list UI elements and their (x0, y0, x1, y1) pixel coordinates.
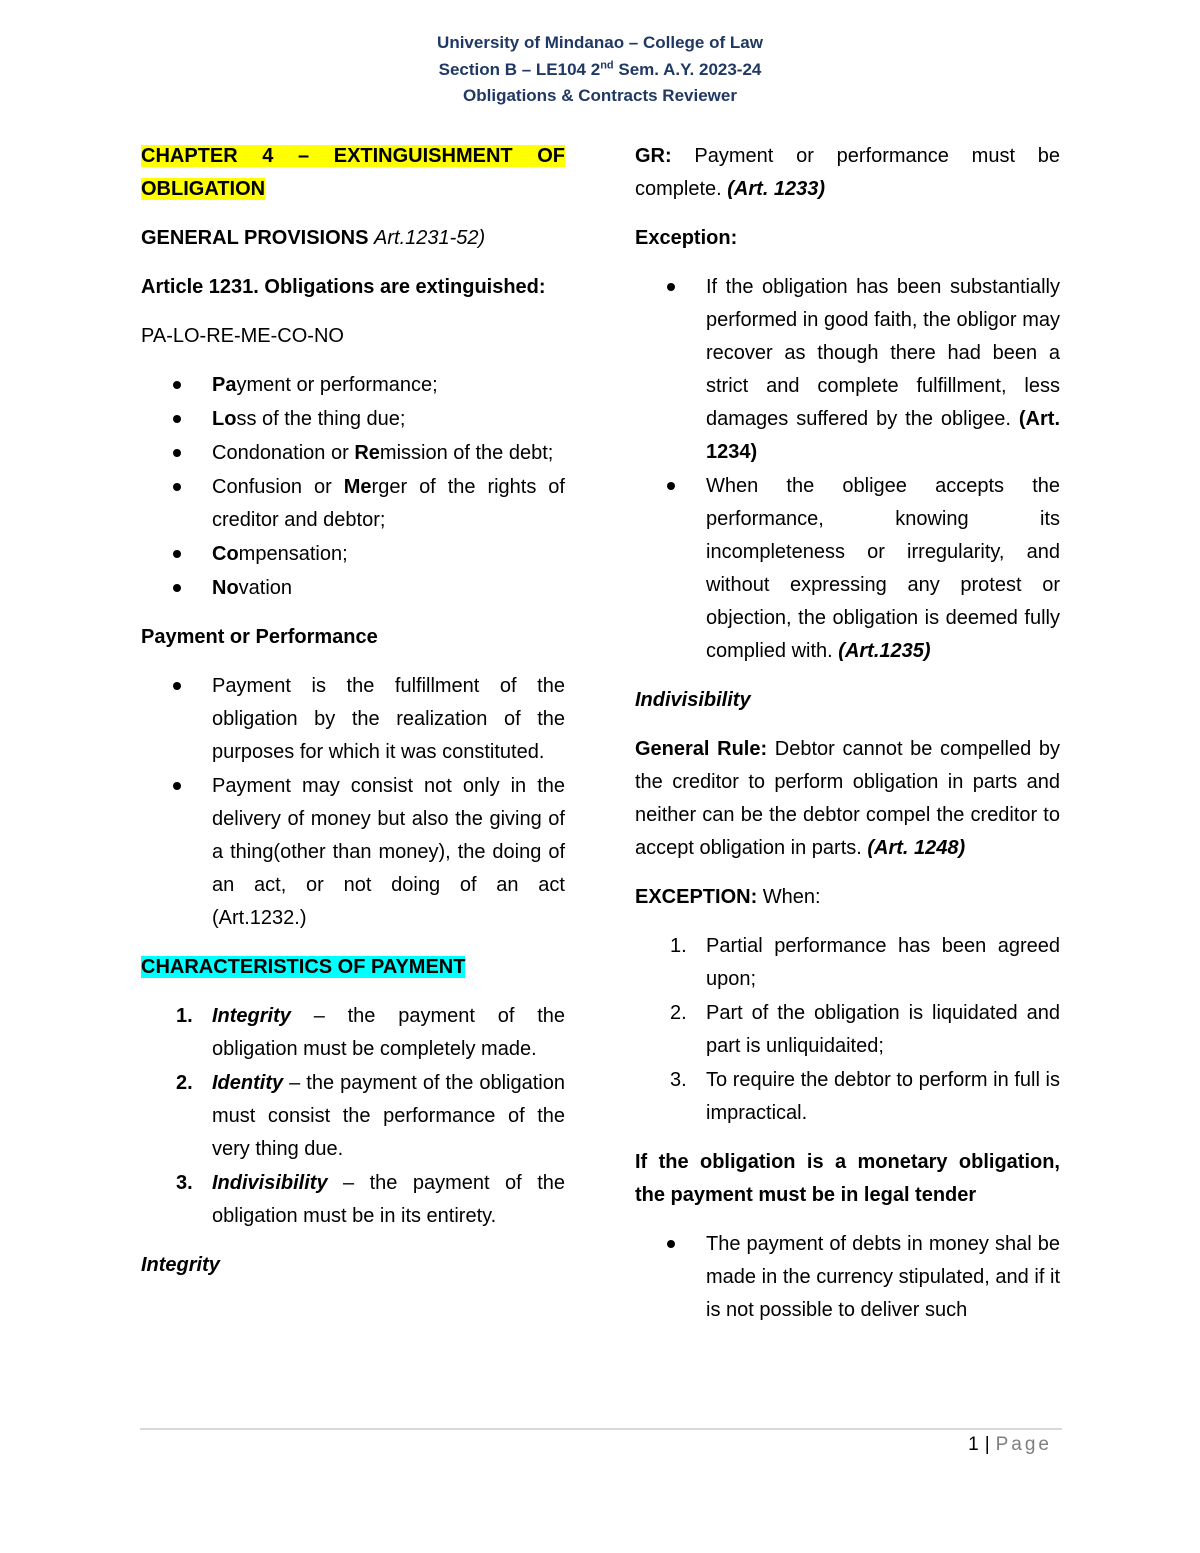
mnemonic: PA-LO-RE-ME-CO-NO (141, 325, 344, 347)
gr-label: GR: (635, 145, 672, 167)
header-title: Obligations & Contracts Reviewer (463, 86, 737, 105)
left-column (141, 140, 565, 1298)
exception-text: If the obligation has been substantially performed in good faith, the obligor may recover as though there had been a strict and complete fulfillment, less damages suffered by the obligee. (706, 276, 1060, 430)
characteristic-term: Indivisibility (212, 1172, 328, 1194)
item-text: To require the debtor to perform in full is impractical. (706, 1069, 1060, 1124)
mode-rest: vation (238, 577, 293, 599)
payment-list (141, 670, 565, 935)
list-number: 2. (670, 1002, 687, 1024)
mode-bold: Re (354, 442, 380, 464)
gr-ref: (Art. 1233) (727, 178, 826, 200)
characteristics-list (141, 1000, 565, 1233)
item-text: Part of the obligation is liquidated and part is unliquidaited; (706, 1002, 1060, 1057)
mode-rest: yment or performance; (236, 374, 438, 396)
page-label: Page (995, 1434, 1052, 1455)
gr-text: Payment or performance must be complete. (635, 145, 1060, 200)
header-section-sup: nd (600, 58, 614, 71)
general-rule-text: Debtor cannot be compelled by the creditor to perform obligation in parts and neither can be the debtor compel the creditor to accept obligation in parts. (635, 738, 1060, 859)
list-item (141, 572, 565, 605)
right-column (635, 140, 1060, 1343)
integrity-heading: Integrity (141, 1254, 220, 1276)
modes-list (141, 369, 565, 605)
header-university: University of Mindanao – College of Law (437, 33, 763, 52)
page-footer (968, 1434, 1052, 1456)
general-rule-ref: (Art. 1248) (867, 837, 966, 859)
footer-separator: | (984, 1434, 990, 1455)
general-rule-1248 (635, 733, 1060, 865)
mode-bold: Pa (212, 374, 237, 396)
general-provisions (141, 222, 565, 255)
item-text: Partial performance has been agreed upon; (706, 935, 1060, 990)
list-item: Payment is the fulfillment of the obligation by the realization of the purposes for which it was constituted. (141, 670, 565, 769)
list-item (141, 1000, 565, 1066)
list-number: 1. (176, 1005, 193, 1027)
mode-bold: Me (343, 476, 372, 498)
indivisibility-heading: Indivisibility (635, 689, 751, 711)
list-item (141, 471, 565, 537)
list-item (141, 403, 565, 436)
chapter-title (141, 140, 565, 206)
chapter-title-text: CHAPTER 4 – EXTINGUISHMENT OF OBLIGATION (141, 145, 565, 200)
characteristic-text: – the payment of the obligation must be completely made. (212, 1005, 565, 1060)
monetary-list (635, 1228, 1060, 1327)
mode-bold: Co (212, 543, 239, 565)
exception2-label: EXCEPTION: (635, 886, 758, 908)
monetary-heading: If the obligation is a monetary obligation, the payment must be in legal tender (635, 1151, 1060, 1206)
list-item (141, 538, 565, 571)
footer-divider (140, 1428, 1062, 1430)
article-1231-heading: Article 1231. Obligations are extinguished: (141, 276, 546, 298)
list-item (635, 271, 1060, 469)
characteristic-term: Identity (212, 1072, 284, 1094)
page-header (0, 30, 1200, 110)
list-item (635, 930, 1060, 996)
list-item (635, 1064, 1060, 1130)
list-item (141, 369, 565, 402)
header-section-pre: Section B – LE104 2 (438, 59, 601, 79)
header-section (0, 57, 1200, 84)
list-number: 2. (176, 1072, 193, 1094)
mode-bold: Lo (212, 408, 237, 430)
list-item (635, 470, 1060, 668)
mode-pre: Confusion or (212, 476, 344, 498)
characteristics-heading (141, 951, 565, 984)
list-item (141, 1067, 565, 1166)
list-item (635, 997, 1060, 1063)
general-rule-1233 (635, 140, 1060, 206)
list-item: The payment of debts in money shal be made in the currency stipulated, and if it is not possible to deliver such (635, 1228, 1060, 1327)
characteristic-term: Integrity (212, 1005, 291, 1027)
exception2 (635, 881, 1060, 914)
exceptions-list (635, 271, 1060, 668)
header-section-post: Sem. A.Y. 2023-24 (613, 59, 762, 79)
exception2-list (635, 930, 1060, 1130)
mode-rest: rger of the rights of creditor and debtor; (212, 476, 565, 531)
mode-rest: ss of the thing due; (236, 408, 406, 430)
mode-rest: mission of the debt; (379, 442, 554, 464)
list-item: Payment may consist not only in the delivery of money but also the giving of a thing(other than money), the doing of an act, or not doing of an act (Art.1232.) (141, 770, 565, 935)
list-number: 1. (670, 935, 687, 957)
exception-heading: Exception: (635, 227, 738, 249)
characteristics-heading-text: CHARACTERISTICS OF PAYMENT (141, 956, 466, 978)
mode-pre: Condonation or (212, 442, 355, 464)
exception-text: When the obligee accepts the performance, knowing its incompleteness or irregularity, and without expressing any protest or objection, the obligation is deemed fully complied with. (706, 475, 1060, 662)
payment-heading: Payment or Performance (141, 626, 378, 648)
exception2-text: When: (757, 886, 821, 908)
characteristic-text: – the payment of the obligation must be in its entirety. (212, 1172, 565, 1227)
list-number: 3. (176, 1172, 193, 1194)
page-number: 1 (968, 1434, 979, 1455)
general-provisions-bold: GENERAL PROVISIONS (141, 227, 375, 249)
characteristic-text: – the payment of the obligation must consist the performance of the very thing due. (212, 1072, 565, 1160)
list-item (141, 437, 565, 470)
general-provisions-ref: Art.1231-52) (374, 227, 486, 249)
mode-bold: No (212, 577, 239, 599)
exception-ref: (Art.1235) (838, 640, 931, 662)
exception-ref: (Art. 1234) (706, 408, 1060, 463)
list-item (141, 1167, 565, 1233)
mode-rest: mpensation; (238, 543, 348, 565)
general-rule-label: General Rule: (635, 738, 768, 760)
list-number: 3. (670, 1069, 687, 1091)
